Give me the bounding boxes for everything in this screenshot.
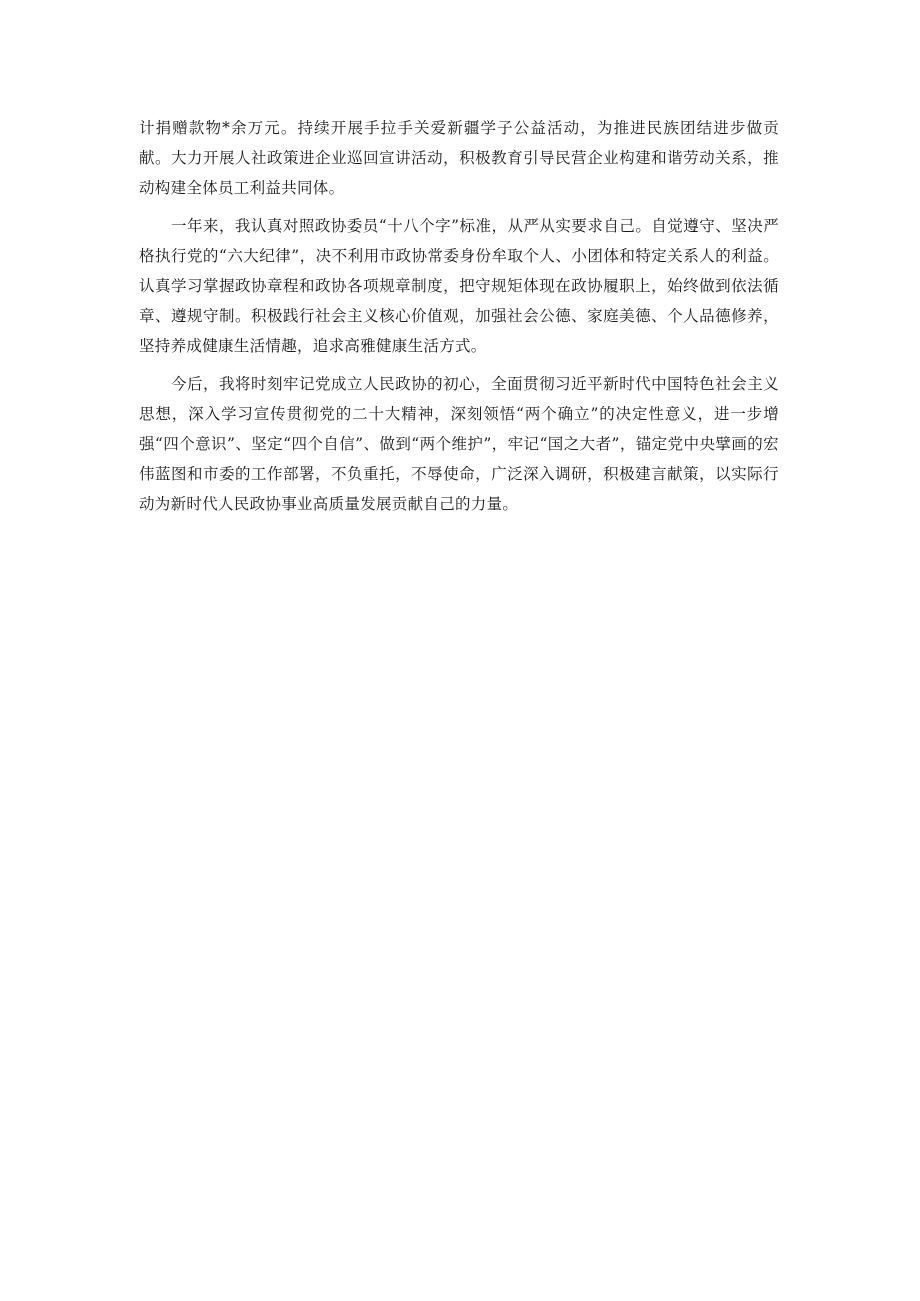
paragraph-future-commitment: 今后，我将时刻牢记党成立人民政协的初心，全面贯彻习近平新时代中国特色社会主义思想，深入学习宣传贯彻党的二十大精神，深刻领悟“两个确立”的决定性意义，进一步增强“四个意识”、坚定“四个自信”、做到“两个维护”，牢记“国之大者”，锚定党中央擘画的宏伟蓝图和市委的工作部署，不负重托，不辱使命，广泛深入调研，积极建言献策，以实际行动为新时代人民政协事业高质量发展贡献自己的力量。: [139, 375, 779, 513]
paragraph-continued: 计捐赠款物*余万元。持续开展手拉手关爱新疆学子公益活动，为推进民族团结进步做贡献。大力开展人社政策进企业巡回宣讲活动，积极教育引导民营企业构建和谐劳动关系，推动构建全体员工利益共同体。: [139, 119, 779, 197]
paragraph-self-discipline: 一年来，我认真对照政协委员“十八个字”标准，从严从实要求自己。自觉遵守、坚决严格执行党的“六大纪律”，决不利用市政协常委身份牟取个人、小团体和特定关系人的利益。认真学习掌握政协章程和政协各项规章制度，把守规矩体现在政协履职上，始终做到依法循章、遵规守制。积极践行社会主义核心价值观，加强社会公德、家庭美德、个人品德修养，坚持养成健康生活情趣，追求高雅健康生活方式。: [139, 217, 779, 355]
document-body: [139, 113, 779, 527]
